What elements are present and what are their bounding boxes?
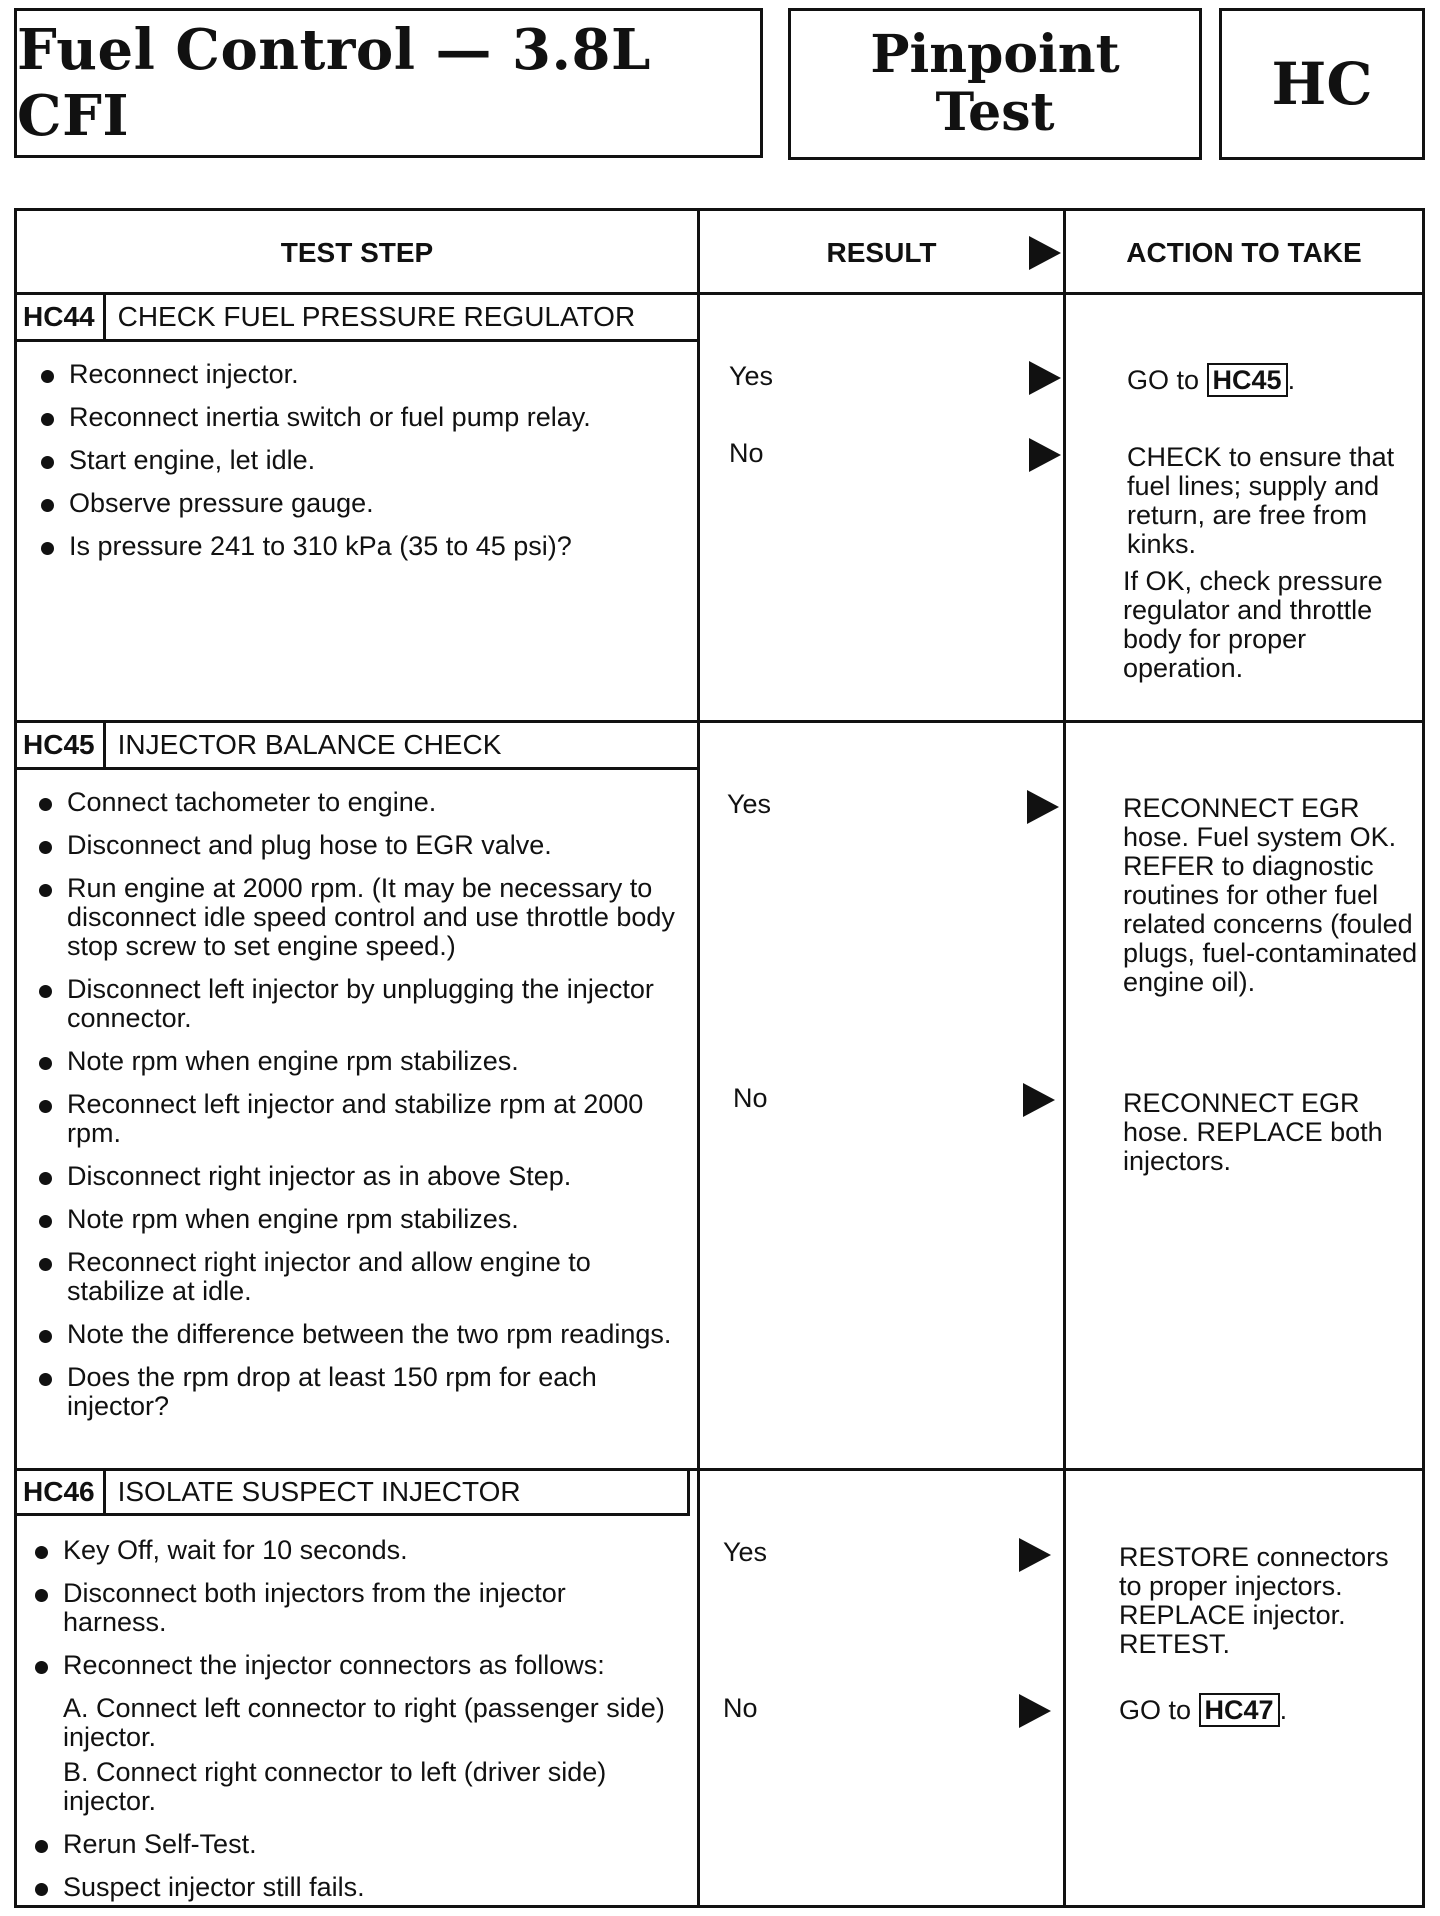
page-title-box (14, 8, 763, 158)
list-item: Is pressure 241 to 310 kPa (35 to 45 psi)? (39, 532, 679, 561)
column-header-result-label: RESULT (826, 237, 937, 268)
result-arrow-icon (1019, 1538, 1051, 1572)
list-item: Rerun Self-Test. (33, 1830, 673, 1859)
list-sub-item: B. Connect right connector to left (driver side) injector. (63, 1757, 607, 1816)
column-divider-2 (1063, 211, 1066, 1905)
step-label-hc45 (17, 723, 501, 767)
result-arrow-icon (1029, 438, 1061, 472)
list-item: Reconnect right injector and allow engine to stabilize at idle. (37, 1248, 689, 1306)
action-text: CHECK to ensure that fuel lines; supply and return, are free from kinks. (1127, 442, 1395, 559)
test-type-label (870, 26, 1119, 142)
result-arrow-icon (1029, 236, 1061, 270)
action-text: GO to (1127, 365, 1200, 395)
step-label-hc46 (17, 1470, 521, 1514)
test-type-box (788, 8, 1202, 160)
list-item: Disconnect right injector as in above Step. (37, 1162, 689, 1191)
action-text: If OK, check pressure regulator and throttle body for proper operation. (1123, 566, 1383, 683)
result-arrow-icon (1029, 361, 1061, 395)
list-item: Connect tachometer to engine. (37, 788, 689, 817)
action-text: GO to (1119, 1695, 1192, 1725)
step-list-hc44 (39, 360, 679, 575)
action-yes-hc46: RESTORE connectors to proper injectors. REPLACE injector. RETEST. (1119, 1542, 1389, 1659)
list-item: Run engine at 2000 rpm. (It may be necessary to disconnect idle speed control and use throttle body stop screw to set engine speed.) (37, 874, 689, 961)
goto-step-ref: HC47 (1199, 1693, 1280, 1727)
result-arrow-icon (1023, 1083, 1055, 1117)
result-yes-hc46: Yes (723, 1537, 768, 1567)
list-item: Disconnect left injector by unplugging the injector connector. (37, 975, 689, 1033)
list-item: Note rpm when engine rpm stabilizes. (37, 1205, 689, 1234)
column-header-action: ACTION TO TAKE (1126, 237, 1362, 268)
result-yes-hc45: Yes (727, 789, 772, 819)
list-item: Reconnect inertia switch or fuel pump relay. (39, 403, 679, 432)
action-yes-hc45: RECONNECT EGR hose. Fuel system OK. REFER to diagnostic routines for other fuel related concerns (fouled plugs, fuel-contaminated engine oil). (1123, 793, 1418, 997)
list-item: Observe pressure gauge. (39, 489, 679, 518)
result-no-hc44: No (729, 438, 764, 468)
column-header-result (700, 211, 1063, 295)
step-title: ISOLATE SUSPECT INJECTOR (117, 1476, 521, 1507)
action-text: . (1287, 365, 1296, 395)
action-no-hc45: RECONNECT EGR hose. REPLACE both injectors. (1123, 1088, 1383, 1176)
result-no-hc45: No (733, 1083, 768, 1113)
result-no-hc46: No (723, 1693, 758, 1723)
list-item: Does the rpm drop at least 150 rpm for each injector? (37, 1363, 689, 1421)
section-code-box (1219, 8, 1425, 160)
page-title: Fuel Control — 3.8L CFI (17, 17, 651, 149)
list-item: Start engine, let idle. (39, 446, 679, 475)
action-yes-hc44 (1127, 363, 1427, 397)
list-item: Note rpm when engine rpm stabilizes. (37, 1047, 689, 1076)
step-list-hc45 (37, 788, 689, 1435)
list-item: Reconnect left injector and stabilize rpm at 2000 rpm. (37, 1090, 689, 1148)
result-yes-hc44: Yes (729, 361, 774, 391)
pinpoint-test-table (14, 208, 1425, 1908)
step-code: HC46 (17, 1470, 106, 1514)
list-sub-item: A. Connect left connector to right (passenger side) injector. (63, 1693, 665, 1752)
list-item: Disconnect and plug hose to EGR valve. (37, 831, 689, 860)
goto-step-ref: HC45 (1207, 363, 1288, 397)
action-text: . (1279, 1695, 1288, 1725)
step-title: CHECK FUEL PRESSURE REGULATOR (117, 301, 636, 332)
section-code: HC (1271, 50, 1373, 118)
column-header-test-step: TEST STEP (280, 237, 434, 268)
list-item: Reconnect the injector connectors as follows: (33, 1651, 673, 1680)
test-type-line2: Test (935, 82, 1055, 143)
step-code: HC45 (17, 723, 106, 767)
action-no-hc46 (1119, 1693, 1419, 1727)
result-arrow-icon (1027, 790, 1059, 824)
list-item: Key Off, wait for 10 seconds. (33, 1536, 673, 1565)
result-arrow-icon (1019, 1694, 1051, 1728)
test-type-line1: Pinpoint (870, 24, 1120, 85)
list-item: Disconnect both injectors from the injector harness. (33, 1579, 673, 1637)
step-label-hc44 (17, 295, 635, 339)
list-item: Suspect injector still fails. (33, 1873, 673, 1902)
step-title: INJECTOR BALANCE CHECK (117, 729, 502, 760)
step-code: HC44 (17, 295, 106, 339)
list-item: Reconnect injector. (39, 360, 679, 389)
step-list-hc46 (33, 1536, 673, 1916)
action-no-hc44 (1123, 442, 1422, 691)
list-item: Note the difference between the two rpm readings. (37, 1320, 689, 1349)
column-divider-1 (697, 211, 700, 1905)
